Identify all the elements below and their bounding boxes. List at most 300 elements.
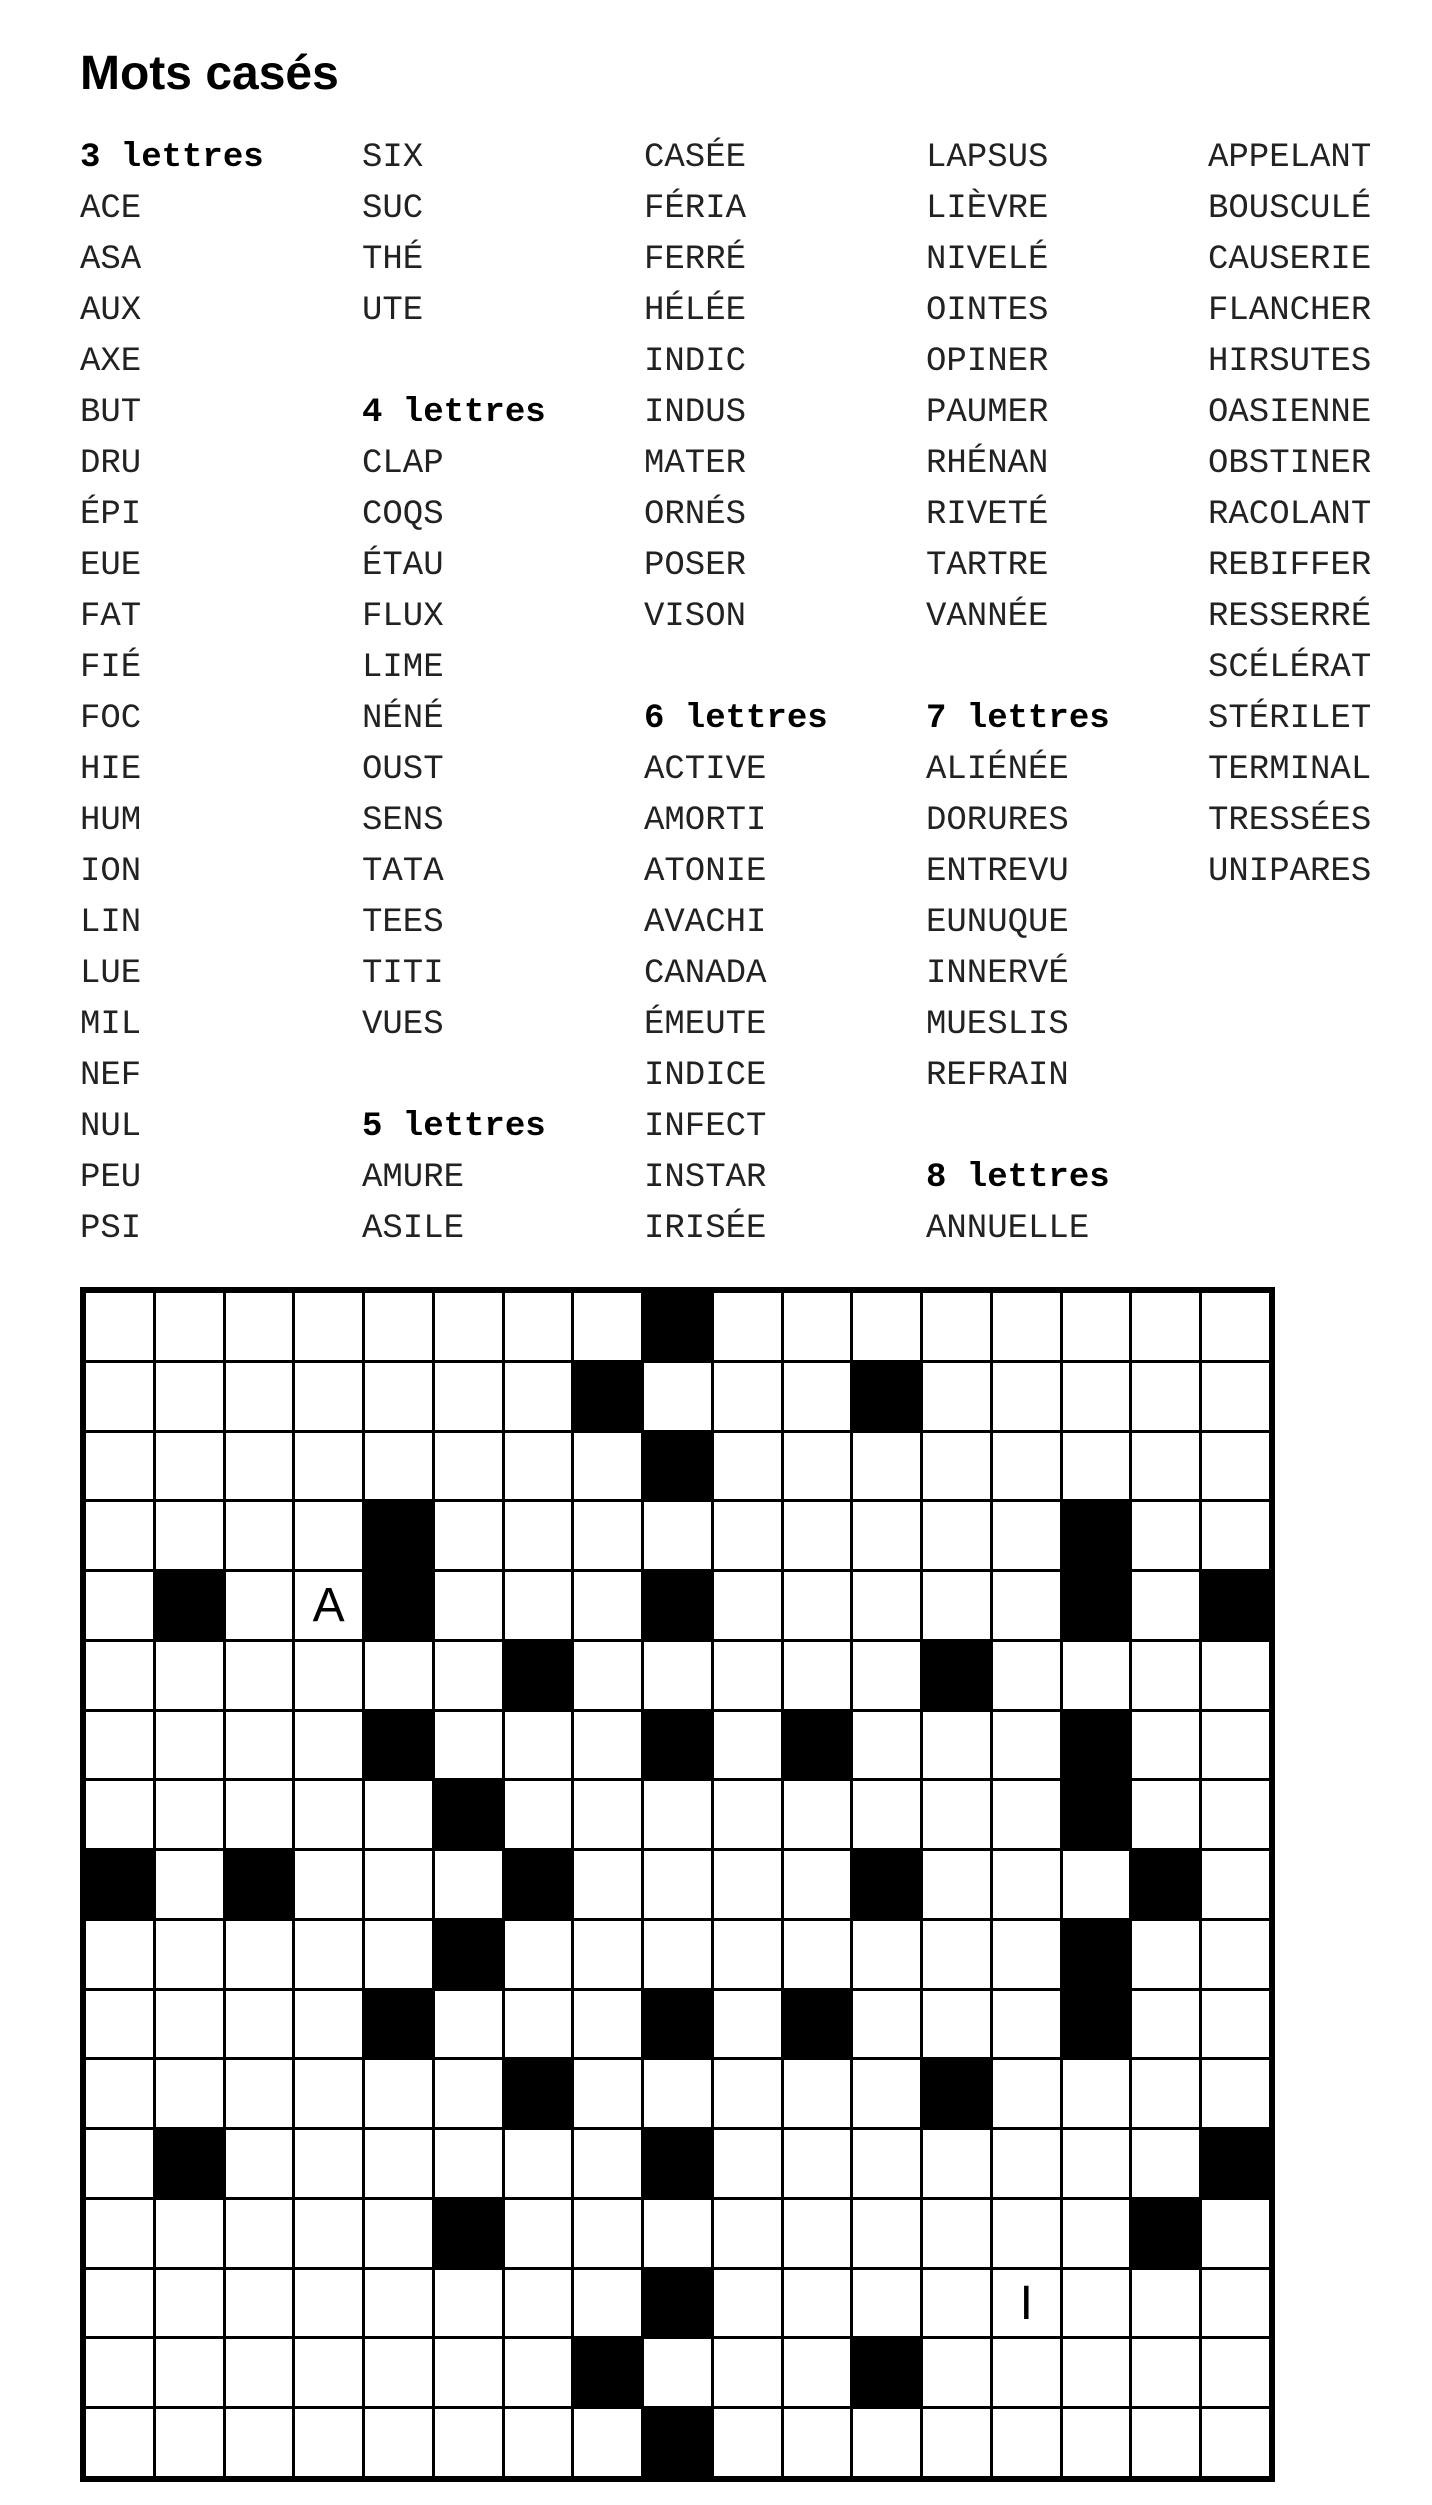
grid-cell[interactable] [226,1363,293,1430]
grid-cell[interactable] [714,1502,781,1569]
word-item: VISON [644,598,747,636]
grid-cell[interactable] [295,1642,362,1709]
grid-cell[interactable] [365,2270,432,2337]
grid-cell[interactable] [295,1502,362,1569]
grid-cell[interactable] [365,2060,432,2127]
grid-cell[interactable] [156,1712,223,1779]
grid-cell[interactable] [1202,1991,1269,2058]
word-item: VANNÉE [926,598,1049,636]
grid-cell[interactable] [295,2130,362,2197]
grid-cell[interactable] [1202,2270,1269,2337]
word-item: CASÉE [644,139,747,177]
grid-cell[interactable] [226,1991,293,2058]
word-item: LIÈVRE [926,190,1049,228]
grid-cell[interactable] [1132,1293,1199,1360]
grid-cell[interactable] [435,2130,502,2197]
grid-cell[interactable] [435,2060,502,2127]
grid-cell[interactable] [784,2200,851,2267]
grid-cell[interactable] [86,2200,153,2267]
word-item: APPELANT [1208,139,1372,177]
grid-cell[interactable] [1063,1433,1130,1500]
grid-cell[interactable] [853,2200,920,2267]
grid-cell[interactable] [923,2339,990,2406]
grid-cell[interactable] [86,1921,153,1988]
grid-cell[interactable] [156,2270,223,2337]
grid-cell[interactable] [435,2409,502,2476]
word-group-heading: 6 lettres [644,700,828,738]
spacer [362,337,642,388]
spacer [644,643,924,694]
grid-cell[interactable] [1132,1712,1199,1779]
grid-cell[interactable] [295,2339,362,2406]
grid-cell[interactable] [993,1433,1060,1500]
grid-cell[interactable] [86,1293,153,1360]
grid-cell[interactable] [295,1363,362,1430]
grid-cell[interactable] [784,1502,851,1569]
grid-cell[interactable] [923,1363,990,1430]
grid-cell[interactable] [644,1642,711,1709]
word-item: COQS [362,496,444,534]
grid-cell[interactable] [435,2270,502,2337]
word-item: AMORTI [644,802,767,840]
grid-cell[interactable] [295,2060,362,2127]
grid-cell[interactable] [1063,2409,1130,2476]
grid-cell[interactable] [86,2130,153,2197]
word-item: INDICE [644,1057,767,1095]
grid-cell[interactable] [993,2060,1060,2127]
word-item: ANNUELLE [926,1210,1090,1248]
grid-cell[interactable] [993,2409,1060,2476]
grid-cell[interactable] [86,1433,153,1500]
grid-cell[interactable] [714,1712,781,1779]
black-square [1202,2130,1269,2197]
grid-cell[interactable] [923,1572,990,1639]
grid-cell[interactable] [923,1293,990,1360]
word-item: AMURE [362,1159,465,1197]
grid-cell[interactable] [714,2060,781,2127]
word-item: RESSERRÉ [1208,598,1372,636]
grid-cell[interactable] [435,1502,502,1569]
grid-cell[interactable] [1202,1293,1269,1360]
grid-cell[interactable] [574,2130,641,2197]
grid-cell[interactable] [295,1781,362,1848]
word-item: ENTREVU [926,853,1069,891]
black-square [923,1642,990,1709]
word-item: RHÉNAN [926,445,1049,483]
grid-cell[interactable] [923,1991,990,2058]
grid-cell[interactable] [505,1991,572,2058]
grid-cell[interactable] [574,1781,641,1848]
word-item: INFECT [644,1108,767,1146]
black-square [1063,1781,1130,1848]
grid-cell[interactable] [295,2270,362,2337]
grid-cell[interactable] [1063,2200,1130,2267]
grid-cell[interactable] [923,2270,990,2337]
grid-cell[interactable] [784,2060,851,2127]
grid-cell[interactable] [295,2409,362,2476]
grid-cell[interactable] [574,1502,641,1569]
grid-cell[interactable] [923,1433,990,1500]
grid-cell[interactable] [505,1293,572,1360]
grid-cell[interactable] [784,2270,851,2337]
grid-cell[interactable] [86,1712,153,1779]
grid-cell[interactable] [993,1293,1060,1360]
grid-cell[interactable] [1132,1363,1199,1430]
grid-cell[interactable] [784,1572,851,1639]
grid-cell[interactable] [156,1642,223,1709]
grid-cell[interactable] [365,2409,432,2476]
grid-cell[interactable] [365,2200,432,2267]
grid-cell[interactable] [853,2409,920,2476]
grid-cell[interactable] [574,1921,641,1988]
grid-cell[interactable] [714,2130,781,2197]
grid-cell[interactable] [156,1851,223,1918]
grid-cell[interactable] [923,1921,990,1988]
grid-cell[interactable] [505,2130,572,2197]
word-item: INDIC [644,343,747,381]
word-item: FIÉ [80,649,142,687]
grid-cell[interactable] [435,1572,502,1639]
grid-cell[interactable] [505,1572,572,1639]
word-column-2 [362,133,642,1255]
grid-cell[interactable] [853,1712,920,1779]
word-item: CLAP [362,445,444,483]
grid-cell[interactable] [295,1851,362,1918]
grid-cell[interactable] [714,1781,781,1848]
grid-cell[interactable] [1132,1502,1199,1569]
grid-cell[interactable] [435,1991,502,2058]
grid-cell[interactable] [574,1293,641,1360]
grid-cell[interactable] [923,2130,990,2197]
grid-cell[interactable] [1063,1851,1130,1918]
grid-cell[interactable] [714,2270,781,2337]
word-column-1 [80,133,360,1255]
grid-cell[interactable] [714,1433,781,1500]
grid-cell[interactable] [853,1433,920,1500]
word-group-heading: 7 lettres [926,700,1110,738]
grid-cell[interactable] [226,1781,293,1848]
word-item: TERMINAL [1208,751,1372,789]
grid-cell[interactable] [86,1991,153,2058]
grid-cell[interactable] [574,1642,641,1709]
grid-cell[interactable] [644,2339,711,2406]
grid-cell[interactable] [1202,1781,1269,1848]
grid-cell[interactable] [993,2130,1060,2197]
grid-cell[interactable] [156,1921,223,1988]
grid-cell[interactable] [86,1502,153,1569]
grid-cell[interactable] [714,1921,781,1988]
grid-cell[interactable] [993,1502,1060,1569]
grid-cell[interactable] [853,1642,920,1709]
grid-cell[interactable] [295,2200,362,2267]
grid-cell[interactable] [505,1502,572,1569]
grid-cell[interactable] [435,1642,502,1709]
grid-cell[interactable] [993,1363,1060,1430]
grid-cell[interactable] [156,1433,223,1500]
grid-cell[interactable] [505,2409,572,2476]
word-item: INDUS [644,394,747,432]
grid-cell[interactable] [644,2200,711,2267]
grid-cell[interactable] [1132,1781,1199,1848]
grid-cell[interactable] [1132,1642,1199,1709]
grid-cell[interactable] [156,2060,223,2127]
word-item: INSTAR [644,1159,767,1197]
grid-cell[interactable] [226,1433,293,1500]
grid-cell[interactable] [1132,2060,1199,2127]
grid-cell[interactable] [226,2060,293,2127]
grid-cell[interactable] [1132,2339,1199,2406]
grid-cell[interactable] [435,2339,502,2406]
word-item: INNERVÉ [926,955,1069,993]
grid-cell[interactable] [86,2339,153,2406]
grid-cell[interactable] [295,1921,362,1988]
grid-cell[interactable] [1132,2409,1199,2476]
grid-cell[interactable] [86,2060,153,2127]
grid-cell[interactable] [156,1363,223,1430]
grid-cell-prefilled[interactable]: I [993,2270,1060,2337]
grid-cell[interactable] [365,1293,432,1360]
grid-cell[interactable] [993,2200,1060,2267]
grid-cell[interactable] [784,1921,851,1988]
grid-cell[interactable] [714,1851,781,1918]
grid-cell[interactable] [295,1433,362,1500]
grid-cell[interactable] [1063,1363,1130,1430]
grid-cell[interactable] [1202,1851,1269,1918]
grid-cell[interactable] [226,1712,293,1779]
grid-cell[interactable] [993,2339,1060,2406]
grid-cell[interactable] [156,2339,223,2406]
grid-cell[interactable] [714,1572,781,1639]
grid-cell[interactable] [853,1502,920,1569]
grid-cell[interactable] [784,1642,851,1709]
grid-cell[interactable] [574,1572,641,1639]
grid-cell[interactable] [365,2130,432,2197]
grid-cell[interactable] [993,1642,1060,1709]
grid-cell[interactable] [784,2130,851,2197]
black-square [365,1712,432,1779]
grid-cell[interactable] [714,2339,781,2406]
grid-cell[interactable] [156,1991,223,2058]
word-item: FÉRIA [644,190,747,228]
grid-cell[interactable] [86,1572,153,1639]
grid-cell[interactable] [784,1363,851,1430]
grid-cell[interactable] [365,1433,432,1500]
grid-cell[interactable] [644,1363,711,1430]
black-square [365,1991,432,2058]
grid-cell[interactable] [365,1363,432,1430]
word-item: ION [80,853,142,891]
grid-cell[interactable] [714,1293,781,1360]
grid-cell[interactable] [156,1502,223,1569]
grid-cell[interactable] [505,1712,572,1779]
grid-cell[interactable] [784,1851,851,1918]
grid-cell[interactable] [853,1991,920,2058]
grid-cell[interactable] [784,1781,851,1848]
grid-cell[interactable] [1202,2409,1269,2476]
word-item: RIVETÉ [926,496,1049,534]
grid-cell[interactable] [1202,2200,1269,2267]
grid-cell[interactable] [784,1433,851,1500]
grid-cell[interactable] [993,1572,1060,1639]
grid-cell[interactable] [923,2200,990,2267]
grid-cell[interactable] [295,1991,362,2058]
grid-cell[interactable] [1202,1363,1269,1430]
grid-cell[interactable] [993,1712,1060,1779]
grid-cell[interactable] [714,1991,781,2058]
grid-cell[interactable] [505,2339,572,2406]
grid-cell-prefilled[interactable]: A [295,1572,362,1639]
grid-cell[interactable] [156,1781,223,1848]
grid-cell[interactable] [435,1433,502,1500]
word-item: NEF [80,1057,142,1095]
grid-cell[interactable] [226,1572,293,1639]
grid-cell[interactable] [1132,1991,1199,2058]
grid-cell[interactable] [86,2270,153,2337]
grid-cell[interactable] [853,1572,920,1639]
grid-cell[interactable] [923,2409,990,2476]
grid-cell[interactable] [644,1502,711,1569]
grid-cell[interactable] [644,1781,711,1848]
grid-cell[interactable] [1202,2060,1269,2127]
grid-cell[interactable] [574,2200,641,2267]
grid-cell[interactable] [86,1363,153,1430]
grid-cell[interactable] [226,1642,293,1709]
grid-cell[interactable] [226,1502,293,1569]
grid-cell[interactable] [574,2409,641,2476]
grid-cell[interactable] [365,1642,432,1709]
grid-cell[interactable] [1063,2130,1130,2197]
grid-cell[interactable] [86,1781,153,1848]
grid-cell[interactable] [574,1433,641,1500]
grid-cell[interactable] [1202,1921,1269,1988]
grid-cell[interactable] [505,2270,572,2337]
grid-cell[interactable] [295,1293,362,1360]
grid-cell[interactable] [1202,1433,1269,1500]
grid-cell[interactable] [714,2200,781,2267]
grid-cell[interactable] [435,1363,502,1430]
grid-cell[interactable] [1202,1642,1269,1709]
grid-cell[interactable] [1132,2130,1199,2197]
grid-cell[interactable] [505,1363,572,1430]
grid-cell[interactable] [226,2339,293,2406]
word-item: THÉ [362,241,424,279]
grid-cell[interactable] [365,1851,432,1918]
grid-cell[interactable] [923,1781,990,1848]
word-item: OINTES [926,292,1049,330]
grid-cell[interactable] [853,1921,920,1988]
word-item: FERRÉ [644,241,747,279]
grid-cell[interactable] [295,1712,362,1779]
crossword-grid [80,1287,1275,2482]
grid-cell[interactable] [993,1921,1060,1988]
grid-cell[interactable] [226,1921,293,1988]
grid-cell[interactable] [86,2409,153,2476]
grid-cell[interactable] [156,1293,223,1360]
word-group-heading: 4 lettres [362,394,546,432]
grid-cell[interactable] [993,1781,1060,1848]
grid-cell[interactable] [784,2339,851,2406]
grid-cell[interactable] [1063,2339,1130,2406]
grid-cell[interactable] [574,1712,641,1779]
grid-cell[interactable] [853,1781,920,1848]
grid-cell[interactable] [923,1712,990,1779]
grid-cell[interactable] [923,1851,990,1918]
word-item: UTE [362,292,424,330]
black-square [505,1642,572,1709]
grid-cell[interactable] [435,1851,502,1918]
grid-cell[interactable] [784,2409,851,2476]
page-title: Mots casés [80,47,339,100]
grid-cell[interactable] [435,1293,502,1360]
grid-cell[interactable] [1202,1502,1269,1569]
grid-cell[interactable] [1132,1921,1199,1988]
grid-cell[interactable] [714,1363,781,1430]
word-item: TATA [362,853,444,891]
grid-cell[interactable] [993,1851,1060,1918]
grid-cell[interactable] [574,1851,641,1918]
grid-cell[interactable] [365,1781,432,1848]
grid-cell[interactable] [784,1293,851,1360]
grid-cell[interactable] [853,2060,920,2127]
grid-cell[interactable] [1202,2339,1269,2406]
grid-cell[interactable] [853,2130,920,2197]
grid-cell[interactable] [853,2270,920,2337]
grid-cell[interactable] [365,1921,432,1988]
grid-cell[interactable] [156,2200,223,2267]
grid-cell[interactable] [505,1433,572,1500]
grid-cell[interactable] [226,2409,293,2476]
grid-cell[interactable] [86,1642,153,1709]
word-item: POSER [644,547,747,585]
black-square [644,1712,711,1779]
grid-cell[interactable] [574,2060,641,2127]
grid-cell[interactable] [714,1642,781,1709]
grid-cell[interactable] [1132,1572,1199,1639]
grid-cell[interactable] [365,2339,432,2406]
grid-cell[interactable] [435,1712,502,1779]
grid-cell[interactable] [644,1851,711,1918]
grid-cell[interactable] [574,1991,641,2058]
word-column-3 [644,133,924,1255]
grid-cell[interactable] [993,1991,1060,2058]
grid-cell[interactable] [1063,1293,1130,1360]
grid-cell[interactable] [226,2130,293,2197]
word-item: ÉTAU [362,547,444,585]
grid-cell[interactable] [644,2060,711,2127]
grid-cell[interactable] [156,2409,223,2476]
grid-cell[interactable] [1132,1433,1199,1500]
grid-cell[interactable] [644,1921,711,1988]
word-item: LIN [80,904,142,942]
grid-cell[interactable] [1132,2270,1199,2337]
grid-cell[interactable] [714,2409,781,2476]
grid-cell[interactable] [1202,1712,1269,1779]
grid-cell[interactable] [923,1502,990,1569]
black-square [644,1572,711,1639]
grid-cell[interactable] [853,1293,920,1360]
grid-cell[interactable] [505,2200,572,2267]
grid-cell[interactable] [1063,1642,1130,1709]
grid-cell[interactable] [505,1781,572,1848]
grid-cell[interactable] [226,1293,293,1360]
grid-cell[interactable] [1063,2270,1130,2337]
grid-cell[interactable] [574,2270,641,2337]
spacer [926,1102,1206,1153]
grid-cell[interactable] [1063,2060,1130,2127]
grid-cell[interactable] [505,1921,572,1988]
grid-cell[interactable] [226,2270,293,2337]
grid-cell[interactable] [226,2200,293,2267]
